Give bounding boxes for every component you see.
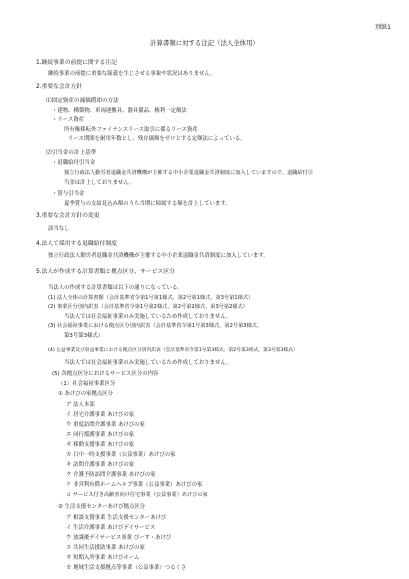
section-1-body: 継続事業の前提に重要な疑義を生じさせる事象や状況はありません。 — [48, 71, 216, 77]
section-3-body: 該当なし — [48, 226, 70, 232]
section-2-2-item-a: ・退職給付引当金 — [52, 160, 96, 166]
life-support-item: ウ 放課後デイサービス事業 ぴーす・あけび — [66, 535, 172, 541]
section-5-5-center-akebi: ① あけびの家拠点区分 — [58, 391, 114, 397]
section-5-item-2: (2) 事業区分別内訳表（会計基準省令第1号第2様式、第2号第2様式、第3号第2様式） — [48, 304, 248, 310]
akebi-item: ア 法人本部 — [66, 402, 95, 408]
section-5-5-social-welfare: （1）社会福祉事業区分 — [58, 381, 116, 387]
life-support-item: オ 短期入所事業 あけびホーム — [66, 555, 140, 561]
akebi-item: ケ 非営利有償ホームヘルプ事業（公益事業）あけびの家 — [66, 482, 203, 488]
document-title: 計算書類に対する注記（法人全体用） — [150, 39, 259, 47]
section-3-heading: 3.重要な会計方針の変更 — [36, 213, 100, 219]
section-2-1-item-c: 所有権移転外ファイナンスリース取引に係るリース資産 — [64, 127, 198, 133]
akebi-item: カ 日中一時支援事業（公益事業）あけびの家 — [66, 452, 176, 458]
section-2-heading: 2.重要な会計方針 — [36, 84, 83, 90]
section-5-item-1: (1) 法人全体の計算書類（会計基準省令第1号第1様式、第2号第1様式、第3号第1様式） — [48, 295, 254, 301]
section-5-item-3: (3) 社会福祉事業における拠点区分別内訳表（会計基準省令第1号第3様式、第2号第3様式、 — [48, 323, 263, 329]
akebi-item: イ 居宅介護事業 あけびの家 — [66, 412, 135, 418]
section-5-item-4-note: 当法人では社会福祉事業のみ実施しているため作成しておりません。 — [64, 360, 232, 366]
life-support-item: ア 相談支援事業 生活支援センターあけび — [66, 515, 167, 521]
section-1-heading: 1.継続事業の前提に関する注記 — [36, 60, 117, 66]
attachment-label: 別紙1 — [375, 24, 391, 31]
section-5-item-5: (5) 各拠点区分におけるサービス区分の内容 — [52, 371, 159, 377]
section-5-item-3-cont: 第3号第3様式） — [64, 333, 104, 339]
akebi-item: ウ 重度訪問介護事業 あけびの家 — [66, 422, 145, 428]
section-2-1-item-b: ・リース資産 — [52, 117, 85, 123]
akebi-item: コ サービス付き高齢者向け住宅事業（公益事業）あけびの家 — [66, 492, 208, 498]
life-support-item: カ 地域生活支援拠点等事業（公益事業）つるくさ — [66, 565, 187, 571]
section-2-1-item-d: リース期間を耐用年数とし、残存価額をゼロとする定額法によっている。 — [68, 136, 246, 142]
section-5-heading: 5.法人が作成する計算書類と拠点区分、サービス区分 — [36, 269, 175, 275]
section-5-item-2-note: 当法人では社会福祉事業のみ実施しているため作成しておりません。 — [64, 314, 232, 320]
section-2-2-item-e: 夏季賞与の支給見込み額のうち当期に帰属する額を計上しています。 — [64, 201, 231, 207]
section-4-heading: 4.法人で採用する退職給付制度 — [36, 241, 117, 247]
section-5-intro: 当法人の作成する計算書類は以下の通りになっている。 — [48, 285, 183, 291]
section-5-item-4: (4) 公益事業及び収益事業における拠点区分別内訳表（会計基準省令第1号第3様式、第2号第3様式、第3号第3様式） — [48, 348, 298, 353]
akebi-item: オ 移動支援事業 あけびの家 — [66, 442, 135, 448]
section-2-1-item-a: ・建物、構築物、車両運搬具、器具備品、権利一定額法 — [52, 108, 187, 114]
section-2-2-item-b: 独立行政法人勤労者退職金共済機構が主催する中小企業退職金共済制度に加入していますので、退職給付引 — [64, 170, 313, 176]
akebi-item: ク 介護予防訪問介護事業 あけびの家 — [66, 472, 156, 478]
section-2-2-heading: ⑵引当金の計上基準 — [46, 150, 97, 156]
life-support-item: イ 生活介護事業 あけびデイサービス — [66, 525, 156, 531]
section-2-2-item-c: 当金は計上しておりません。 — [64, 180, 135, 186]
akebi-item: キ 訪問介護事業 あけびの家 — [66, 462, 135, 468]
section-4-body: 独立行政法人勤労者退職金共済機構が主催する中小企業退職金共済制度に加入しています。 — [48, 253, 269, 259]
section-5-5-center-life-support: ② 生活支援センターあけび拠点区分 — [58, 504, 146, 510]
life-support-item: エ 共同生活援助事業 あけびの家 — [66, 545, 145, 551]
section-2-1-heading: ⑴固定資産の減価償却の方法 — [46, 98, 119, 104]
akebi-item: エ 同行援護事業 あけびの家 — [66, 432, 135, 438]
section-2-2-item-d: ・賞与引当金 — [52, 191, 85, 197]
